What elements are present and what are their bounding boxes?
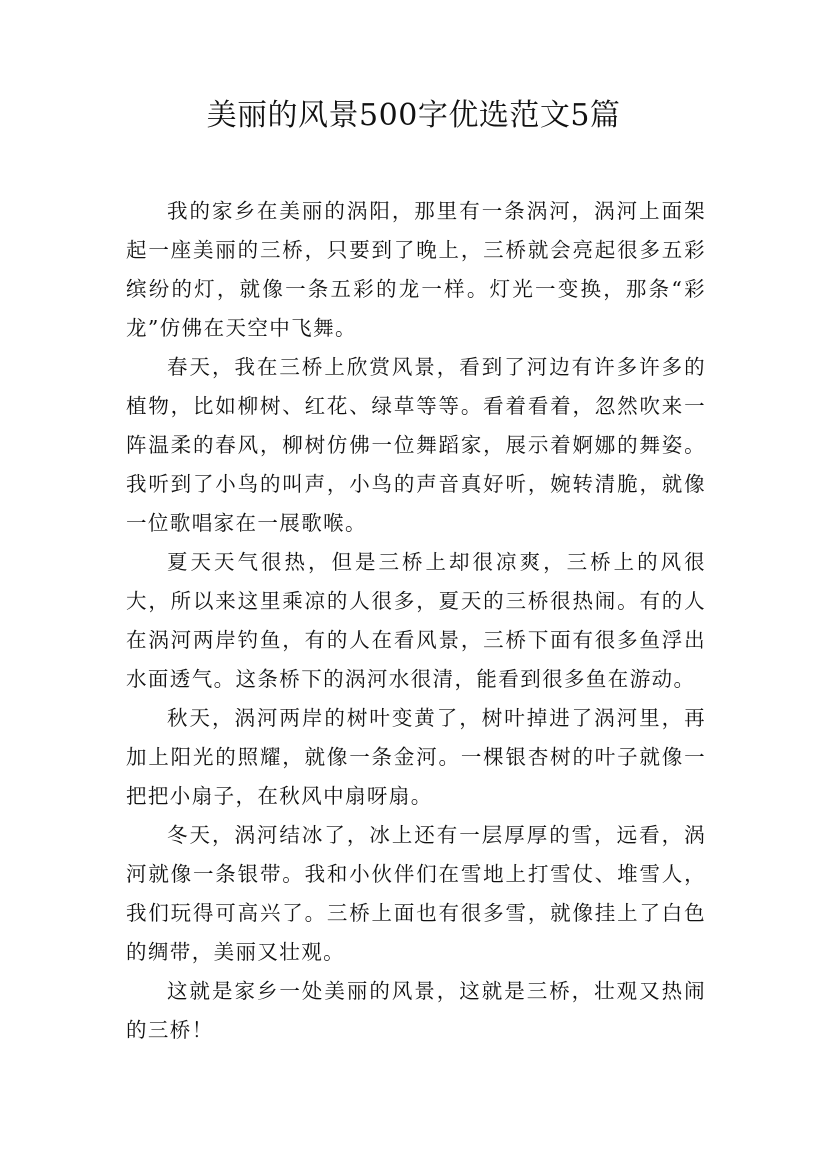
paragraph-autumn: 秋天，涡河两岸的树叶变黄了，树叶掉进了涡河里，再加上阳光的照耀，就像一条金河。一棵银杏树的叶子就像一把把小扇子，在秋风中扇呀扇。 xyxy=(126,706,706,808)
paragraph-winter: 冬天，涡河结冰了，冰上还有一层厚厚的雪，远看，涡河就像一条银带。我和小伙伴们在雪地上打雪仗、堆雪人，我们玩得可高兴了。三桥上面也有很多雪，就像挂上了白色的绸带，美丽又壮观。 xyxy=(126,823,706,964)
document-body xyxy=(126,192,706,1050)
paragraph-conclusion: 这就是家乡一处美丽的风景，这就是三桥，壮观又热闹的三桥！ xyxy=(126,979,706,1042)
paragraph-spring: 春天，我在三桥上欣赏风景，看到了河边有许多许多的植物，比如柳树、红花、绿草等等。看着看着，忽然吹来一阵温柔的春风，柳树仿佛一位舞蹈家，展示着婀娜的舞姿。我听到了小鸟的叫声，小鸟的声音真好听，婉转清脆，就像一位歌唱家在一展歌喉。 xyxy=(126,355,706,535)
paragraph-summer: 夏天天气很热，但是三桥上却很凉爽，三桥上的风很大，所以来这里乘凉的人很多，夏天的三桥很热闹。有的人在涡河两岸钓鱼，有的人在看风景，三桥下面有很多鱼浮出水面透气。这条桥下的涡河水很清，能看到很多鱼在游动。 xyxy=(126,550,706,691)
document-title: 美丽的风景500字优选范文5篇 xyxy=(206,98,621,133)
paragraph-hometown: 我的家乡在美丽的涡阳，那里有一条涡河，涡河上面架起一座美丽的三桥，只要到了晚上，三桥就会亮起很多五彩缤纷的灯，就像一条五彩的龙一样。灯光一变换，那条“彩龙”仿佛在天空中飞舞。 xyxy=(126,199,706,340)
